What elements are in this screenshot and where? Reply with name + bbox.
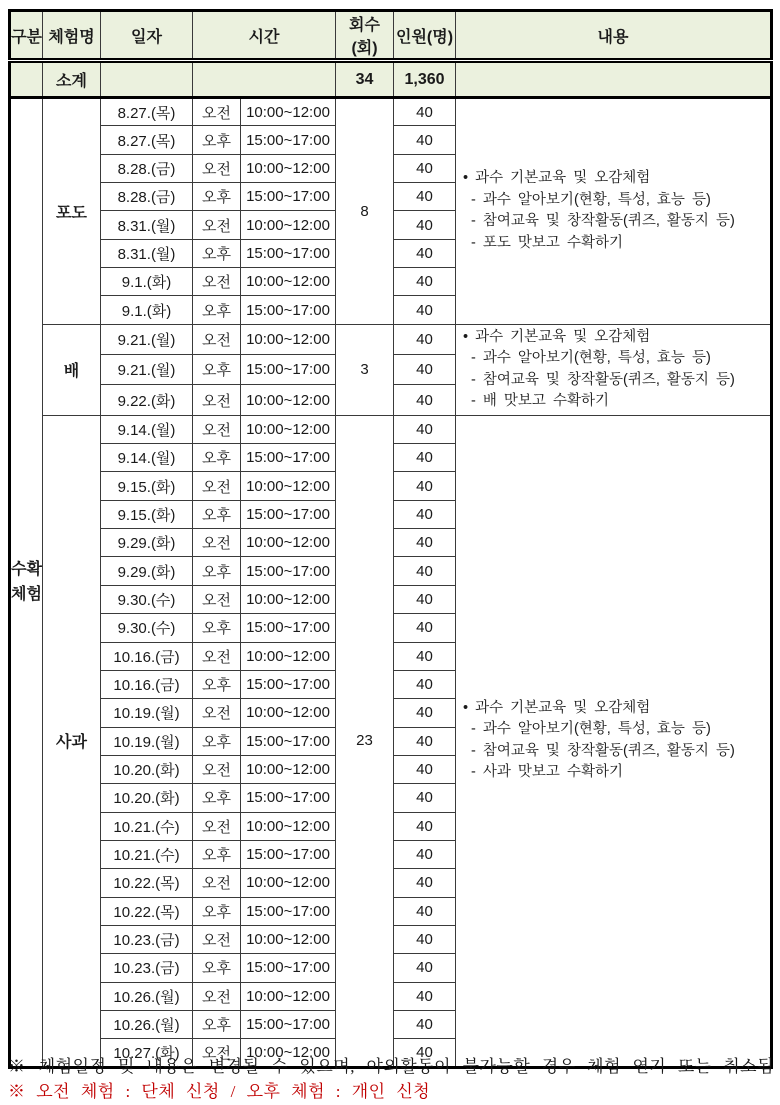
category-cell: 수확 체험 xyxy=(10,98,43,1068)
content-cell xyxy=(456,324,772,415)
time-cell: 15:00~17:00 xyxy=(241,355,336,385)
date-cell: 8.31.(월) xyxy=(101,239,193,267)
time-cell: 10:00~12:00 xyxy=(241,642,336,670)
ampm-cell: 오후 xyxy=(193,500,241,528)
schedule-row xyxy=(10,324,772,354)
ampm-cell: 오후 xyxy=(193,954,241,982)
time-cell: 10:00~12:00 xyxy=(241,154,336,182)
time-cell: 10:00~12:00 xyxy=(241,925,336,953)
date-cell: 10.27.(화) xyxy=(101,1039,193,1067)
people-cell: 40 xyxy=(394,500,456,528)
time-cell: 15:00~17:00 xyxy=(241,557,336,585)
people-cell: 40 xyxy=(394,239,456,267)
content-subitem: - 사과 맛보고 수확하기 xyxy=(471,764,623,781)
people-cell: 40 xyxy=(394,840,456,868)
date-cell: 10.22.(목) xyxy=(101,869,193,897)
people-cell: 40 xyxy=(394,268,456,296)
subtotal-category-cell xyxy=(10,61,43,98)
people-cell: 40 xyxy=(394,296,456,324)
people-cell: 40 xyxy=(394,784,456,812)
ampm-cell: 오후 xyxy=(193,840,241,868)
schedule-row xyxy=(10,98,772,126)
date-cell: 8.28.(금) xyxy=(101,183,193,211)
ampm-cell: 오후 xyxy=(193,670,241,698)
ampm-cell: 오전 xyxy=(193,211,241,239)
ampm-cell: 오전 xyxy=(193,154,241,182)
date-cell: 8.31.(월) xyxy=(101,211,193,239)
date-cell: 9.29.(화) xyxy=(101,557,193,585)
time-cell: 10:00~12:00 xyxy=(241,415,336,443)
ampm-cell: 오후 xyxy=(193,239,241,267)
date-cell: 10.26.(월) xyxy=(101,982,193,1010)
time-cell: 15:00~17:00 xyxy=(241,239,336,267)
ampm-cell: 오후 xyxy=(193,183,241,211)
date-cell: 9.22.(화) xyxy=(101,385,193,415)
note-application-method: ※ 오전 체험 : 단체 신청 / 오후 체험 : 개인 신청 xyxy=(8,1082,431,1101)
ampm-cell: 오후 xyxy=(193,1010,241,1038)
subtotal-time-cell xyxy=(193,61,336,98)
date-cell: 8.27.(목) xyxy=(101,126,193,154)
ampm-cell: 오전 xyxy=(193,812,241,840)
date-cell: 9.30.(수) xyxy=(101,585,193,613)
content-subitem: - 참여교육 및 창작활동(퀴즈, 활동지 등) xyxy=(471,371,735,388)
people-cell: 40 xyxy=(394,642,456,670)
col-header-experience-name: 체험명 xyxy=(43,11,101,61)
content-subitem: - 배 맛보고 수확하기 xyxy=(471,393,609,410)
people-cell: 40 xyxy=(394,98,456,126)
people-cell: 40 xyxy=(394,925,456,953)
date-cell: 10.16.(금) xyxy=(101,642,193,670)
date-cell: 9.15.(화) xyxy=(101,500,193,528)
time-cell: 15:00~17:00 xyxy=(241,296,336,324)
ampm-cell: 오전 xyxy=(193,699,241,727)
subtotal-label-cell: 소계 xyxy=(43,61,101,98)
subtotal-date-cell xyxy=(101,61,193,98)
ampm-cell: 오전 xyxy=(193,472,241,500)
date-cell: 9.29.(화) xyxy=(101,529,193,557)
people-cell: 40 xyxy=(394,355,456,385)
people-cell: 40 xyxy=(394,1010,456,1038)
subtotal-content-cell xyxy=(456,61,772,98)
schedule-table xyxy=(8,9,773,1069)
people-cell: 40 xyxy=(394,585,456,613)
col-header-date: 일자 xyxy=(101,11,193,61)
time-cell: 10:00~12:00 xyxy=(241,472,336,500)
col-header-people: 인원(명) xyxy=(394,11,456,61)
time-cell: 10:00~12:00 xyxy=(241,812,336,840)
date-cell: 9.21.(월) xyxy=(101,355,193,385)
people-cell: 40 xyxy=(394,472,456,500)
ampm-cell: 오전 xyxy=(193,642,241,670)
subtotal-people-cell: 1,360 xyxy=(394,61,456,98)
people-cell: 40 xyxy=(394,897,456,925)
people-cell: 40 xyxy=(394,529,456,557)
header-row xyxy=(10,11,772,61)
ampm-cell: 오전 xyxy=(193,925,241,953)
sessions-cell: 23 xyxy=(336,415,394,1067)
ampm-cell: 오후 xyxy=(193,897,241,925)
ampm-cell: 오전 xyxy=(193,324,241,354)
ampm-cell: 오후 xyxy=(193,126,241,154)
time-cell: 10:00~12:00 xyxy=(241,98,336,126)
date-cell: 9.15.(화) xyxy=(101,472,193,500)
date-cell: 10.26.(월) xyxy=(101,1010,193,1038)
date-cell: 10.23.(금) xyxy=(101,954,193,982)
section-name-cell: 배 xyxy=(43,324,101,415)
ampm-cell: 오전 xyxy=(193,869,241,897)
time-cell: 10:00~12:00 xyxy=(241,1039,336,1067)
content-subitem: - 과수 알아보기(현황, 특성, 효능 등) xyxy=(471,191,711,208)
content-subitem: - 참여교육 및 창작활동(퀴즈, 활동지 등) xyxy=(471,742,735,759)
people-cell: 40 xyxy=(394,385,456,415)
date-cell: 10.21.(수) xyxy=(101,840,193,868)
ampm-cell: 오전 xyxy=(193,982,241,1010)
content-bullet: • 과수 기본교육 및 오감체험 xyxy=(463,699,651,716)
time-cell: 10:00~12:00 xyxy=(241,755,336,783)
time-cell: 15:00~17:00 xyxy=(241,954,336,982)
content-subitem: - 과수 알아보기(현황, 특성, 효능 등) xyxy=(471,721,711,738)
time-cell: 15:00~17:00 xyxy=(241,183,336,211)
ampm-cell: 오전 xyxy=(193,98,241,126)
time-cell: 15:00~17:00 xyxy=(241,727,336,755)
ampm-cell: 오후 xyxy=(193,444,241,472)
date-cell: 10.16.(금) xyxy=(101,670,193,698)
time-cell: 10:00~12:00 xyxy=(241,982,336,1010)
ampm-cell: 오전 xyxy=(193,585,241,613)
time-cell: 10:00~12:00 xyxy=(241,211,336,239)
col-header-time: 시간 xyxy=(193,11,336,61)
time-cell: 15:00~17:00 xyxy=(241,500,336,528)
people-cell: 40 xyxy=(394,954,456,982)
date-cell: 10.19.(월) xyxy=(101,699,193,727)
sessions-cell: 3 xyxy=(336,324,394,415)
date-cell: 10.22.(목) xyxy=(101,897,193,925)
time-cell: 10:00~12:00 xyxy=(241,585,336,613)
date-cell: 9.1.(화) xyxy=(101,268,193,296)
people-cell: 40 xyxy=(394,154,456,182)
people-cell: 40 xyxy=(394,557,456,585)
people-cell: 40 xyxy=(394,869,456,897)
ampm-cell: 오전 xyxy=(193,755,241,783)
date-cell: 9.1.(화) xyxy=(101,296,193,324)
note-schedule-change: ※ 체험일정 및 내용은 변경될 수 있으며, 야외활동이 불가능할 경우 체험 연기 또는 취소됨 xyxy=(8,1057,774,1076)
time-cell: 15:00~17:00 xyxy=(241,1010,336,1038)
ampm-cell: 오전 xyxy=(193,415,241,443)
subtotal-row xyxy=(10,61,772,98)
ampm-cell: 오전 xyxy=(193,268,241,296)
date-cell: 9.30.(수) xyxy=(101,614,193,642)
date-cell: 10.20.(화) xyxy=(101,784,193,812)
time-cell: 10:00~12:00 xyxy=(241,869,336,897)
time-cell: 10:00~12:00 xyxy=(241,529,336,557)
people-cell: 40 xyxy=(394,812,456,840)
date-cell: 10.19.(월) xyxy=(101,727,193,755)
schedule-row xyxy=(10,415,772,443)
ampm-cell: 오후 xyxy=(193,557,241,585)
sessions-cell: 8 xyxy=(336,98,394,325)
schedule-body xyxy=(10,98,772,1068)
ampm-cell: 오후 xyxy=(193,614,241,642)
time-cell: 15:00~17:00 xyxy=(241,840,336,868)
section-name-cell: 사과 xyxy=(43,415,101,1067)
subtotal-sessions-cell: 34 xyxy=(336,61,394,98)
date-cell: 10.23.(금) xyxy=(101,925,193,953)
date-cell: 10.20.(화) xyxy=(101,755,193,783)
ampm-cell: 오후 xyxy=(193,727,241,755)
people-cell: 40 xyxy=(394,415,456,443)
people-cell: 40 xyxy=(394,699,456,727)
time-cell: 10:00~12:00 xyxy=(241,268,336,296)
date-cell: 9.21.(월) xyxy=(101,324,193,354)
date-cell: 8.28.(금) xyxy=(101,154,193,182)
date-cell: 9.14.(월) xyxy=(101,415,193,443)
col-header-category: 구분 xyxy=(10,11,43,61)
time-cell: 10:00~12:00 xyxy=(241,699,336,727)
content-bullet: • 과수 기본교육 및 오감체험 xyxy=(463,170,651,187)
col-header-content: 내용 xyxy=(456,11,772,61)
content-subitem: - 참여교육 및 창작활동(퀴즈, 활동지 등) xyxy=(471,213,735,230)
ampm-cell: 오후 xyxy=(193,784,241,812)
ampm-cell: 오후 xyxy=(193,296,241,324)
ampm-cell: 오전 xyxy=(193,529,241,557)
people-cell: 40 xyxy=(394,126,456,154)
people-cell: 40 xyxy=(394,211,456,239)
content-subitem: - 포도 맛보고 수확하기 xyxy=(471,234,623,251)
ampm-cell: 오전 xyxy=(193,385,241,415)
time-cell: 15:00~17:00 xyxy=(241,126,336,154)
col-header-sessions: 회수(회) xyxy=(336,11,394,61)
date-cell: 8.27.(목) xyxy=(101,98,193,126)
section-name-cell: 포도 xyxy=(43,98,101,325)
time-cell: 15:00~17:00 xyxy=(241,614,336,642)
people-cell: 40 xyxy=(394,982,456,1010)
time-cell: 15:00~17:00 xyxy=(241,784,336,812)
ampm-cell: 오후 xyxy=(193,355,241,385)
date-cell: 10.21.(수) xyxy=(101,812,193,840)
people-cell: 40 xyxy=(394,670,456,698)
content-bullet: • 과수 기본교육 및 오감체험 xyxy=(463,328,651,345)
content-cell xyxy=(456,98,772,325)
time-cell: 15:00~17:00 xyxy=(241,897,336,925)
people-cell: 40 xyxy=(394,755,456,783)
people-cell: 40 xyxy=(394,444,456,472)
time-cell: 10:00~12:00 xyxy=(241,385,336,415)
time-cell: 15:00~17:00 xyxy=(241,444,336,472)
date-cell: 9.14.(월) xyxy=(101,444,193,472)
people-cell: 40 xyxy=(394,614,456,642)
people-cell: 40 xyxy=(394,183,456,211)
time-cell: 15:00~17:00 xyxy=(241,670,336,698)
time-cell: 10:00~12:00 xyxy=(241,324,336,354)
ampm-cell: 오전 xyxy=(193,1039,241,1067)
people-cell: 40 xyxy=(394,1039,456,1067)
content-cell xyxy=(456,415,772,1067)
people-cell: 40 xyxy=(394,324,456,354)
content-subitem: - 과수 알아보기(현황, 특성, 효능 등) xyxy=(471,350,711,367)
people-cell: 40 xyxy=(394,727,456,755)
